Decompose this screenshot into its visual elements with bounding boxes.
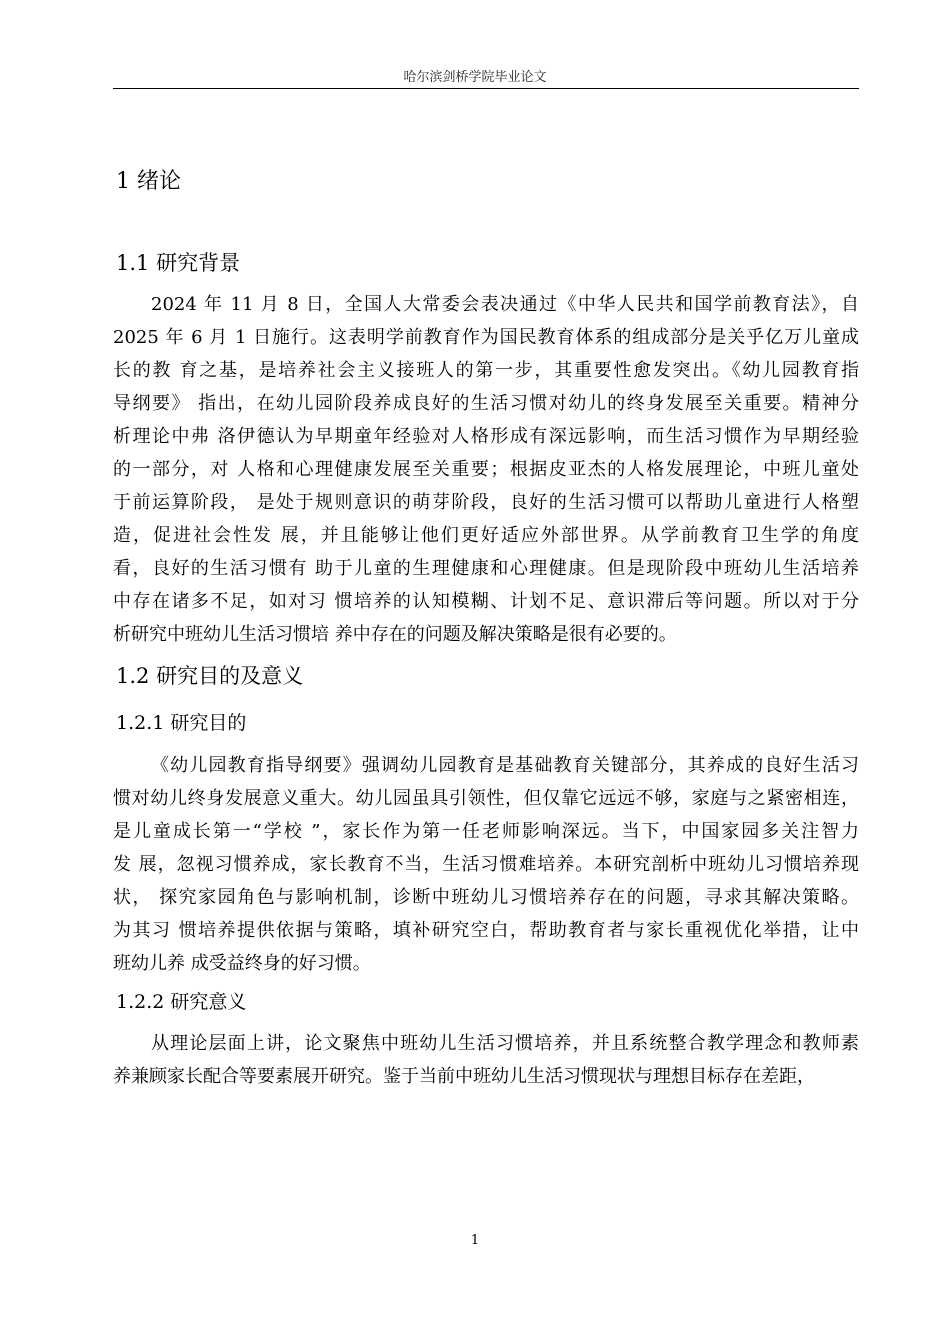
paragraph-line: 于前运算阶段， 是处于规则意识的萌芽阶段，良好的生活习惯可以帮助儿童进行人格塑 — [113, 492, 859, 513]
paragraph-line: 从理论层面上讲，论文聚焦中班幼儿生活习惯培养，并且系统整合教学理念和教师素 — [151, 1033, 859, 1054]
subsection-heading-purpose: 1.2.1 研究目的 — [116, 712, 247, 734]
paragraph-line: 的一部分，对 人格和心理健康发展至关重要；根据皮亚杰的人格发展理论，中班儿童处 — [113, 459, 859, 480]
paragraph-line: 《幼儿园教育指导纲要》强调幼儿园教育是基础教育关键部分，其养成的良好生活习 — [151, 755, 859, 776]
page-number: 1 — [470, 1233, 480, 1248]
paragraph-line: 看，良好的生活习惯有 助于儿童的生理健康和心理健康。但是现阶段中班幼儿生活培养 — [113, 558, 859, 579]
paragraph-line: 为其习 惯培养提供依据与策略，填补研究空白，帮助教育者与家长重视优化举措，让中 — [113, 920, 859, 941]
paragraph-significance — [113, 1027, 859, 1093]
paragraph-line: 是儿童成长第一“学校 ”，家长作为第一任老师影响深远。当下，中国家园多关注智力 — [113, 821, 859, 842]
paragraph-line: 析理论中弗 洛伊德认为早期童年经验对人格形成有深远影响，而生活习惯作为早期经验 — [113, 426, 859, 447]
paragraph-background — [113, 288, 859, 651]
paragraph-line: 析研究中班幼儿生活习惯培 养中存在的问题及解决策略是很有必要的。 — [113, 624, 677, 645]
header-divider — [113, 88, 859, 89]
paragraph-purpose — [113, 749, 859, 980]
subsection-heading-significance: 1.2.2 研究意义 — [116, 991, 247, 1013]
chapter-heading: 1 绪论 — [116, 169, 181, 194]
running-header: 哈尔滨剑桥学院毕业论文 — [403, 70, 547, 85]
paragraph-line: 班幼儿养 成受益终身的好习惯。 — [113, 953, 371, 974]
paragraph-line: 状， 探究家园角色与影响机制，诊断中班幼儿习惯培养存在的问题，寻求其解决策略。 — [113, 887, 859, 908]
section-heading-background: 1.1 研究背景 — [116, 251, 241, 275]
paragraph-line: 导纲要》 指出，在幼儿园阶段养成良好的生活习惯对幼儿的终身发展至关重要。精神分 — [113, 393, 859, 414]
paragraph-line: 发 展，忽视习惯养成，家长教育不当，生活习惯难培养。本研究剖析中班幼儿习惯培养现 — [113, 854, 859, 875]
paragraph-line: 2024 年 11 月 8 日，全国人大常委会表决通过《中华人民共和国学前教育法》，自 — [151, 294, 859, 315]
paragraph-line: 长的教 育之基，是培养社会主义接班人的第一步，其重要性愈发突出。《幼儿园教育指 — [113, 360, 859, 381]
paragraph-line: 养兼顾家长配合等要素展开研究。鉴于当前中班幼儿生活习惯现状与理想目标存在差距， — [113, 1066, 815, 1087]
section-heading-purpose-significance: 1.2 研究目的及意义 — [116, 664, 304, 688]
paragraph-line: 2025 年 6 月 1 日施行。这表明学前教育作为国民教育体系的组成部分是关乎亿万儿童成 — [113, 327, 859, 348]
paragraph-line: 惯对幼儿终身发展意义重大。幼儿园虽具引领性，但仅靠它远远不够，家庭与之紧密相连， — [113, 788, 859, 809]
paragraph-line: 中存在诸多不足，如对习 惯培养的认知模糊、计划不足、意识滞后等问题。所以对于分 — [113, 591, 859, 612]
paragraph-line: 造，促进社会性发 展，并且能够让他们更好适应外部世界。从学前教育卫生学的角度 — [113, 525, 859, 546]
